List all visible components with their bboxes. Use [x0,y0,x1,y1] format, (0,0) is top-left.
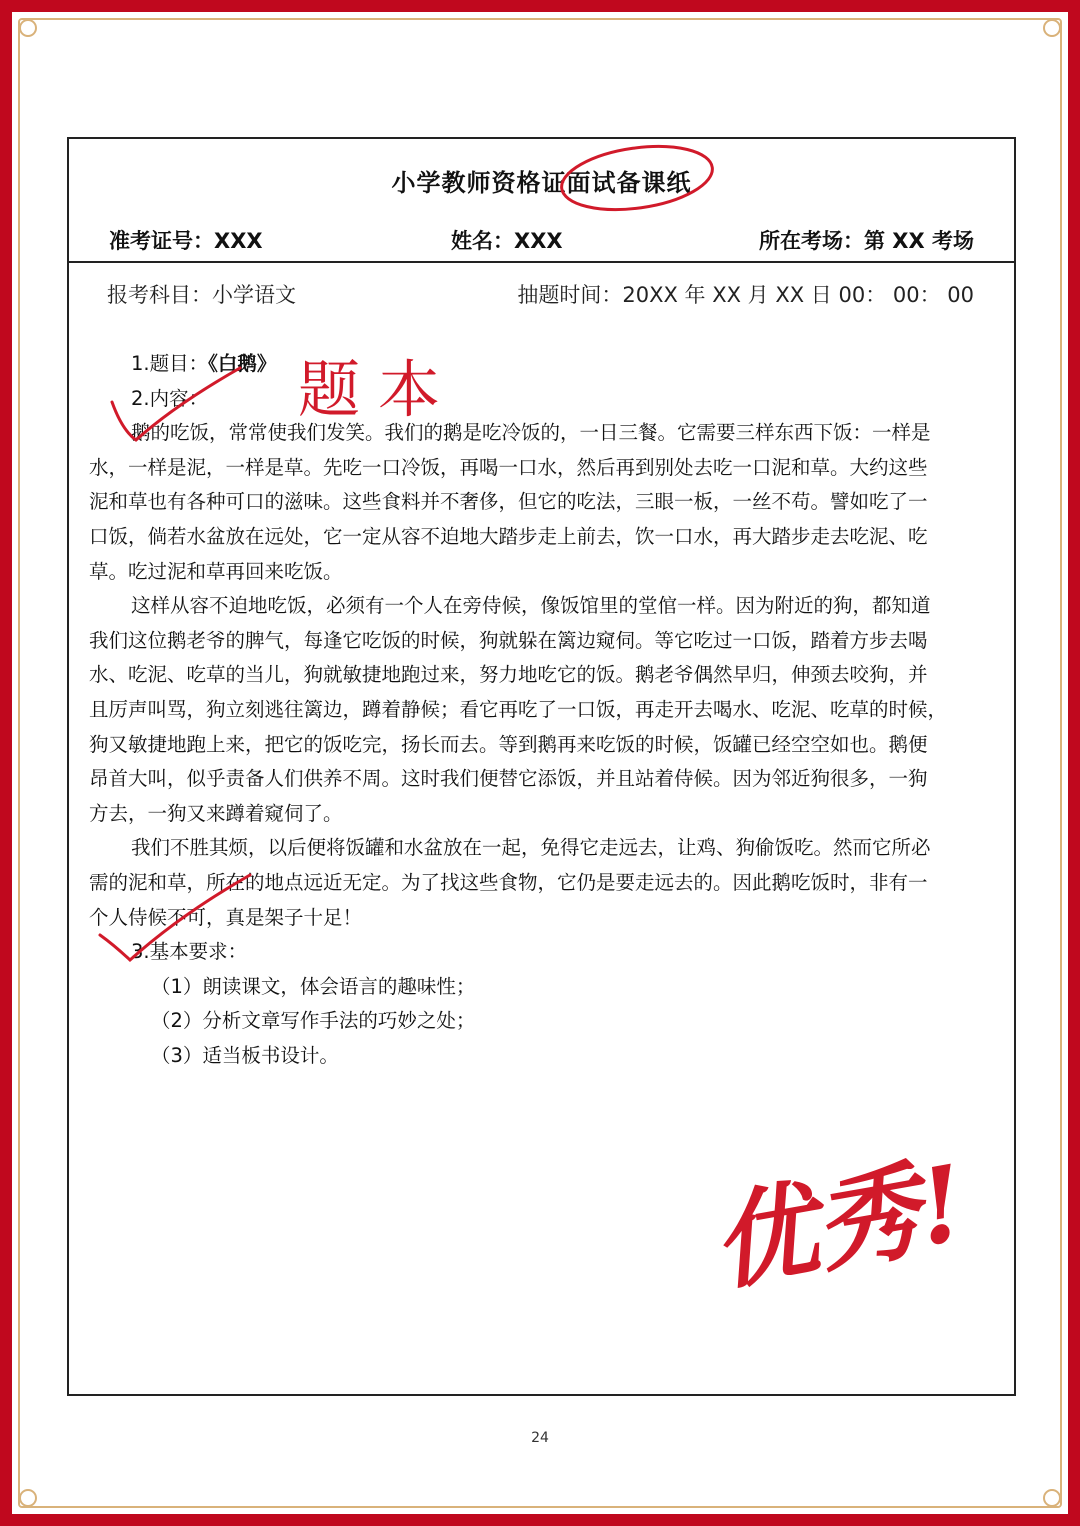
passage-line: 需的泥和草，所在的地点远近无定。为了找这些食物，它仍是要走远去的。因此鹅吃饭时，非有一 [89,870,928,894]
passage-line: 我们不胜其烦，以后便将饭罐和水盆放在一起，免得它走远去，让鸡、狗偷饭吃。然而它所必 [131,836,931,860]
passage-line: 个人侍候不可，真是架子十足！ [89,905,363,929]
header-divider [69,261,1014,263]
passage-line: 昂首大叫，似乎责备人们供养不周。这时我们便替它添饭，并且站着侍候。因为邻近狗很多，一狗 [89,767,928,791]
requirement-item: （3）适当板书设计。 [151,1043,339,1067]
passage-line: 且厉声叫骂，狗立刻逃往篱边，蹲着静候；看它再吃了一口饭，再走开去喝水、吃泥、吃草的时候， [89,697,948,721]
handwritten-excellent: 优秀! [702,1140,974,1306]
exam-venue: 所在考场：第 XX 考场 [758,229,974,253]
passage-line: 鹅的吃饭，常常使我们发笑。我们的鹅是吃冷饭的，一日三餐。它需要三样东西下饭：一样是 [131,421,931,445]
exam-subject: 报考科目：小学语文 [107,283,296,307]
topic-line [89,347,995,382]
sheet-title: 小学教师资格证面试备课纸 [391,169,692,197]
exam-number: 准考证号：XXX [109,229,263,253]
topic-label: 1.题目： [131,352,209,375]
draw-time: 抽题时间：20XX 年 XX 月 XX 日 00： 00： 00 [517,283,974,307]
paper-page [12,12,1068,1514]
passage-line: 方去，一狗又来蹲着窥伺了。 [89,801,343,825]
passage-line: 草。吃过泥和草再回来吃饭。 [89,559,343,583]
passage-line: 狗又敏捷地跑上来，把它的饭吃完，扬长而去。等到鹅再来吃饭的时候，饭罐已经空空如也。鹅便 [89,732,928,756]
corner-ornament [19,1489,37,1507]
requirement-item: （1）朗读课文，体会语言的趣味性； [151,974,476,998]
corner-ornament [1043,1489,1061,1507]
corner-ornament [1043,19,1061,37]
passage-line: 水，一样是泥，一样是草。先吃一口冷饭，再喝一口水，然后再到别处去吃一口泥和草。大约这些 [89,455,928,479]
passage-line: 水、吃泥、吃草的当儿，狗就敏捷地跑过来，努力地吃它的饭。鹅老爷偶然早归，伸颈去咬狗，并 [89,663,928,687]
passage-line: 我们这位鹅老爷的脾气，每逢它吃饭的时候，狗就躲在篱边窥伺。等它吃过一口饭，踏着方步去喝 [89,628,928,652]
requirement-item: （2）分析文章写作手法的巧妙之处； [151,1009,476,1033]
content-label: 2.内容： [131,386,209,410]
passage-line: 这样从容不迫地吃饭，必须有一个人在旁侍候，像饭馆里的堂倌一样。因为附近的狗，都知道 [131,594,931,618]
question-body [89,347,995,1073]
page-number: 24 [531,1430,549,1446]
requirements-label: 3.基本要求： [131,940,248,964]
topic-title: 《白鹅》 [208,352,277,375]
handwritten-timu: 题本 [298,353,459,426]
passage-line: 口饭，倘若水盆放在远处，它一定从容不迫地大踏步走上前去，饮一口水，再大踏步走去吃泥、吃 [89,524,928,548]
corner-ornament [19,19,37,37]
candidate-name: 姓名：XXX [451,229,563,253]
passage-line: 泥和草也有各种可口的滋味。这些食料并不奢侈，但它的吃法，三眼一板，一丝不苟。譬如吃了一 [89,490,928,514]
